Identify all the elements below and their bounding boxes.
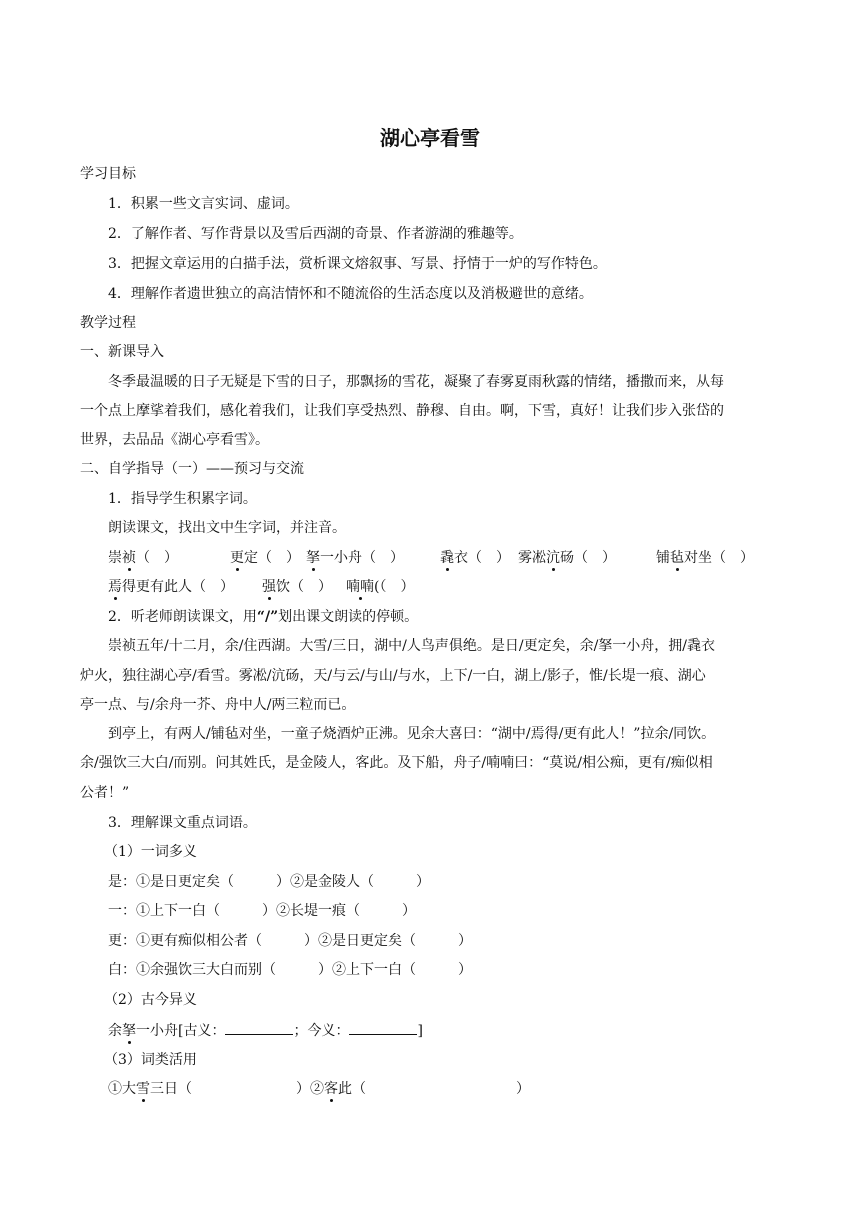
process-heading: 教学过程 — [80, 315, 136, 331]
step-heading: 3．理解课文重点词语。 — [108, 815, 257, 831]
section-heading: 一、新课导入 — [80, 344, 164, 360]
goal-item: 2．了解作者、写作背景以及雪后西湖的奇景、作者游湖的雅趣等。 — [108, 226, 523, 242]
vocab-item: 强饮（ ） — [262, 579, 332, 595]
section-heading: 二、自学指导（一）——预习与交流 — [80, 461, 304, 477]
passage-line: 炉火，独往湖心亭/看雪。雾凇/沆砀，天/与云/与山/与水，上下/一白，湖上/影子，惟/长堤一痕、湖心 — [80, 668, 706, 684]
polysemy-row: 白：①余强饮三大白而别（ ）②上下一白（ ） — [108, 962, 472, 978]
goals-heading: 学习目标 — [80, 166, 136, 182]
gujin-row: 余拏一小舟[古义： ；今义： ] — [108, 1020, 423, 1041]
step-description: 朗读课文，找出文中生字词，并注音。 — [108, 520, 346, 536]
vocab-item: 喃喃(（ ） — [346, 579, 415, 595]
vocab-item: 更定（ ） — [230, 550, 300, 566]
vocab-item: 雾凇沆砀（ ） — [518, 550, 616, 566]
subsection-heading: （1）一词多义 — [104, 844, 197, 860]
vocab-item: 崇祯（ ） — [108, 550, 178, 566]
intro-line: 冬季最温暖的日子无疑是下雪的日子，那飘扬的雪花，凝聚了春雾夏雨秋露的情绪，播撒而来，从每 — [108, 374, 724, 390]
passage-line: 公者！” — [80, 785, 130, 801]
goal-item: 4．理解作者遗世独立的高洁情怀和不随流俗的生活态度以及消极避世的意绪。 — [108, 286, 593, 302]
goal-item: 3．把握文章运用的白描手法，赏析课文熔叙事、写景、抒情于一炉的写作特色。 — [108, 256, 607, 272]
cilei-row: ①大雪三日（ ）②客此（ ） — [108, 1081, 530, 1097]
subsection-heading: （3）词类活用 — [104, 1052, 197, 1068]
passage-line: 亭一点、与/余舟一芥、舟中人/两三粒而已。 — [80, 697, 356, 713]
polysemy-row: 是：①是日更定矣（ ）②是金陵人（ ） — [108, 874, 430, 890]
passage-line: 余/强饮三大白/而别。问其姓氏，是金陵人，客此。及下船，舟子/喃喃曰：“莫说/相公痴，更有/痴似相 — [80, 755, 713, 771]
step-heading: 1．指导学生积累字词。 — [108, 491, 257, 507]
subsection-heading: （2）古今异义 — [104, 992, 197, 1008]
answer-blank[interactable] — [225, 1020, 293, 1035]
passage-line: 到亭上，有两人/铺毡对坐，一童子烧酒炉正沸。见余大喜曰：“湖中/焉得/更有此人！”拉余/同饮。 — [108, 726, 716, 742]
intro-line: 世界，去品品《湖心亭看雪》。 — [80, 432, 269, 448]
vocab-item: 焉得更有此人（ ） — [108, 579, 234, 595]
page-title: 湖心亭看雪 — [380, 126, 480, 150]
answer-blank[interactable] — [349, 1020, 417, 1035]
vocab-item: 铺毡对坐（ ） — [656, 550, 754, 566]
polysemy-row: 更：①更有痴似相公者（ ）②是日更定矣（ ） — [108, 933, 472, 949]
intro-line: 一个点上摩挲着我们，感化着我们，让我们享受热烈、静穆、自由。啊，下雪，真好！让我们步入张岱的 — [80, 403, 724, 419]
goal-item: 1．积累一些文言实词、虚词。 — [108, 196, 299, 212]
vocab-item: 拏一小舟（ ） — [306, 550, 404, 566]
passage-line: 崇祯五年/十二月，余/住西湖。大雪/三日，湖中/人鸟声俱绝。是日/更定矣，余/拏一小舟，拥/毳衣 — [108, 638, 716, 654]
polysemy-row: 一：①上下一白（ ）②长堤一痕（ ） — [108, 903, 416, 919]
vocab-item: 毳衣（ ） — [440, 550, 510, 566]
step-heading: 2．听老师朗读课文，用“/”划出课文朗读的停顿。 — [108, 609, 419, 625]
